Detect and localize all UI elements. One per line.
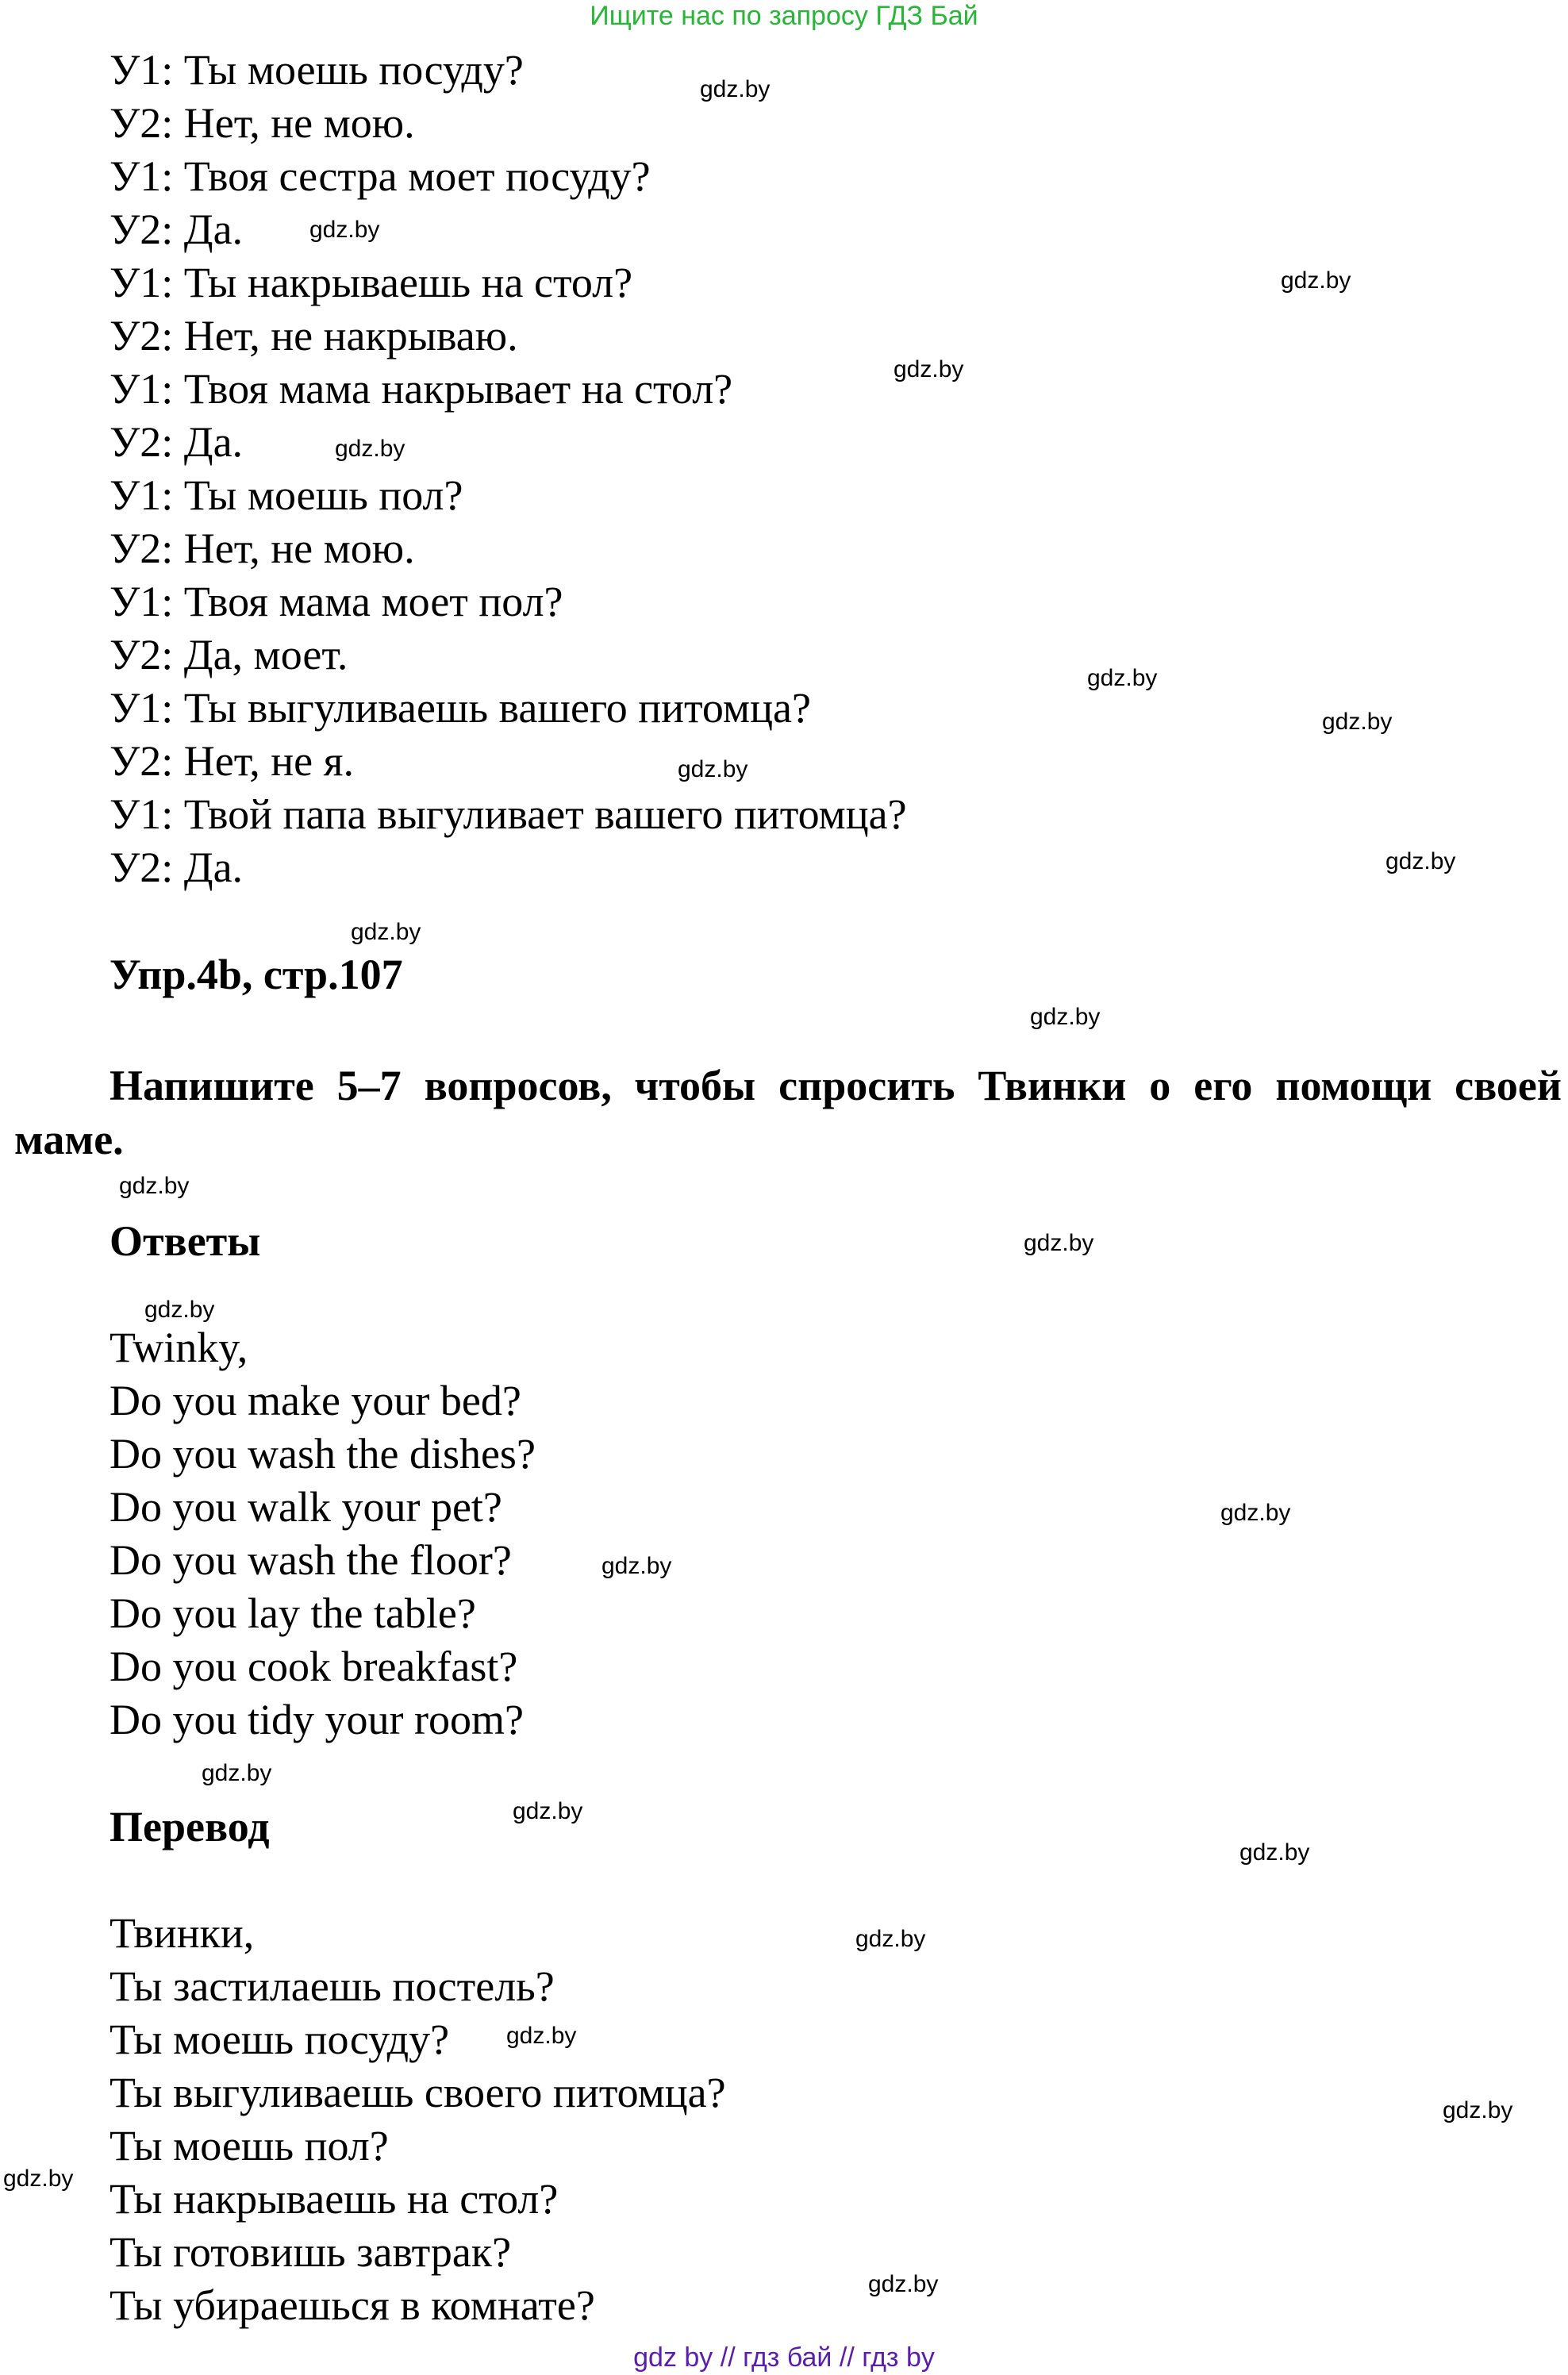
watermark: gdz.by — [309, 217, 380, 243]
answer-line: Do you cook breakfast? — [110, 1643, 518, 1690]
answer-line: Do you make your bed? — [110, 1377, 521, 1424]
translation-line: Твинки, — [110, 1909, 255, 1957]
dialogue-line: У2: Нет, не накрываю. — [110, 312, 518, 359]
translation-heading: Перевод — [110, 1803, 270, 1850]
watermark: gdz.by — [700, 76, 771, 102]
watermark: gdz.by — [894, 356, 964, 382]
watermark: gdz.by — [1443, 2097, 1513, 2123]
dialogue-line: У2: Нет, не я. — [110, 737, 354, 785]
dialogue-line: У1: Твоя мама моет пол? — [110, 578, 563, 625]
watermark: gdz.by — [3, 2166, 74, 2192]
watermark: gdz.by — [1239, 1839, 1310, 1866]
watermark: gdz.by — [678, 756, 748, 782]
watermark: gdz.by — [1281, 267, 1351, 294]
watermark: gdz.by — [513, 1798, 583, 1824]
translation-line: Ты моешь пол? — [110, 2122, 389, 2169]
top-banner-link[interactable]: Ищите нас по запросу ГДЗ Бай — [590, 1, 978, 31]
dialogue-line: У2: Да, моет. — [110, 631, 348, 678]
watermark: gdz.by — [351, 919, 421, 945]
dialogue-line: У1: Ты моешь посуду? — [110, 46, 524, 94]
dialogue-line: У2: Нет, не мою. — [110, 525, 415, 572]
translation-line: Ты застилаешь постель? — [110, 1962, 555, 2010]
watermark: gdz.by — [601, 1553, 672, 1579]
watermark: gdz.by — [1024, 1230, 1094, 1256]
dialogue-line: У2: Да. — [110, 418, 244, 466]
task-text: Напишите 5–7 вопросов, чтобы спросить Твинки о его помощи своей маме. — [14, 1062, 1562, 1163]
dialogue-line: У1: Твоя мама накрывает на стол? — [110, 365, 733, 413]
watermark: gdz.by — [119, 1173, 190, 1199]
answer-line: Twinky, — [110, 1324, 248, 1371]
answer-line: Do you wash the floor? — [110, 1536, 512, 1584]
dialogue-line: У1: Ты моешь пол? — [110, 471, 463, 519]
translation-line: Ты выгуливаешь своего питомца? — [110, 2069, 726, 2116]
dialogue-line: У1: Твоя сестра моет посуду? — [110, 152, 651, 200]
translation-line: Ты моешь посуду? — [110, 2016, 450, 2063]
answer-line: Do you tidy your room? — [110, 1696, 524, 1743]
watermark: gdz.by — [335, 436, 405, 462]
translation-line: Ты убираешься в комнате? — [110, 2281, 595, 2329]
watermark: gdz.by — [1087, 665, 1158, 691]
dialogue-line: У1: Ты выгуливаешь вашего питомца? — [110, 684, 811, 732]
dialogue-line: У2: Да. — [110, 844, 244, 891]
answer-line: Do you wash the dishes? — [110, 1430, 536, 1478]
dialogue-line: У1: Ты накрываешь на стол? — [110, 259, 633, 306]
watermark: gdz.by — [1385, 848, 1456, 874]
translation-line: Ты готовишь завтрак? — [110, 2228, 512, 2276]
watermark: gdz.by — [855, 1926, 926, 1952]
answers-heading: Ответы — [110, 1217, 261, 1265]
dialogue-line: У1: Твой папа выгуливает вашего питомца? — [110, 790, 907, 838]
exercise-heading: Упр.4b, стр.107 — [110, 951, 403, 998]
watermark: gdz.by — [144, 1297, 215, 1323]
watermark: gdz.by — [868, 2271, 939, 2297]
dialogue-line: У2: Да. — [110, 206, 244, 253]
dialogue-line: У2: Нет, не мою. — [110, 99, 415, 147]
watermark: gdz.by — [1220, 1500, 1291, 1526]
answer-line: Do you lay the table? — [110, 1589, 476, 1637]
watermark: gdz.by — [202, 1760, 272, 1786]
watermark: gdz.by — [506, 2023, 577, 2049]
watermark: gdz.by — [1030, 1004, 1101, 1030]
translation-line: Ты накрываешь на стол? — [110, 2175, 559, 2223]
footer-links[interactable]: gdz by // гдз бай // гдз by — [633, 2342, 935, 2373]
watermark: gdz.by — [1322, 709, 1393, 735]
answer-line: Do you walk your pet? — [110, 1483, 502, 1531]
